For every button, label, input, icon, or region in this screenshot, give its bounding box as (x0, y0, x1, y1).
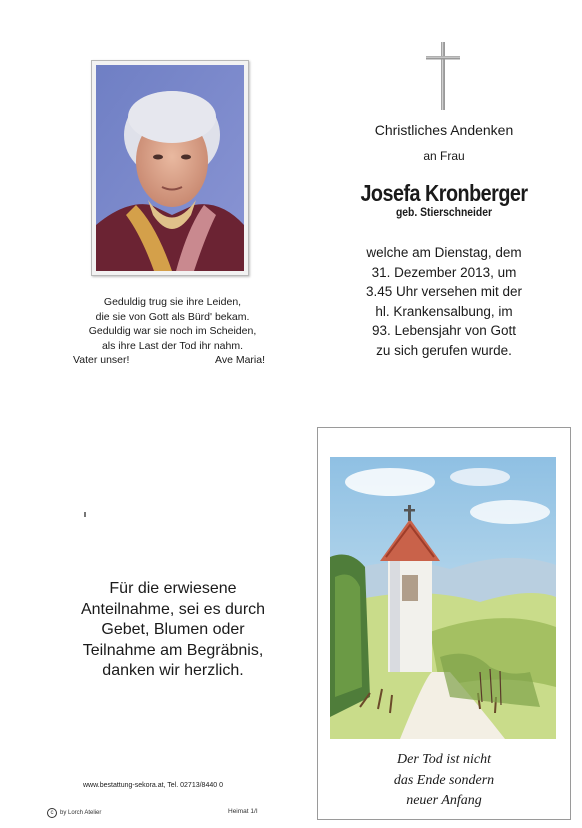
maiden-name: geb. Stierschneider (395, 207, 493, 219)
prayer-ave-maria: Ave Maria! (215, 354, 265, 366)
copyright-icon: c (47, 808, 57, 818)
poem-line: die sie von Gott als Bürd' bekam. (95, 310, 250, 323)
death-line: hl. Krankensalbung, im (375, 303, 513, 319)
heading: Christliches Andenken (374, 122, 514, 138)
deceased-name: Josefa Kronberger (360, 180, 528, 206)
portrait-image (96, 65, 244, 271)
death-line: 93. Lebensjahr von Gott (371, 323, 517, 338)
card-caption (317, 750, 571, 812)
death-line: welche am Dienstag, dem (366, 245, 522, 260)
death-line: zu sich gerufen wurde. (376, 342, 512, 358)
thanks-line: Anteilnahme, sei es durch (80, 600, 266, 618)
copyright-text: by Lorch Atelier (60, 810, 102, 816)
caption-line: Der Tod ist nicht (397, 752, 491, 767)
funeral-home-imprint: www.bestattung-sekora.at, Tel. 02713/8440 0 (83, 782, 223, 789)
watercolor-chapel-painting (330, 457, 556, 739)
salutation: an Frau (423, 149, 465, 163)
poem-line: als ihre Last der Tod ihr nahm. (101, 339, 244, 352)
poem-line: Geduldig trug sie ihre Leiden, (103, 296, 242, 308)
portrait-photo (91, 60, 249, 276)
poem-line: Geduldig war sie noch im Scheiden, (88, 325, 257, 337)
print-speck (84, 512, 86, 517)
poem (60, 295, 285, 353)
prayer-vater-unser: Vater unser! (73, 354, 130, 366)
thanks-text (60, 579, 286, 682)
prayers (73, 354, 265, 366)
caption-line: neuer Anfang (406, 793, 482, 808)
death-notice (330, 243, 558, 360)
thanks-line: Gebet, Blumen oder (101, 621, 245, 638)
cross-icon (426, 42, 460, 110)
thanks-line: danken wir herzlich. (102, 662, 244, 679)
thanks-line: Für die erwiesene (109, 580, 237, 597)
card-series: Heimat 1/I (228, 808, 258, 815)
copyright-note (47, 808, 101, 818)
caption-line: das Ende sondern (393, 772, 495, 788)
death-line: 31. Dezember 2013, um (371, 264, 517, 280)
thanks-line: Teilnahme am Begräbnis, (82, 641, 264, 659)
death-line: 3.45 Uhr versehen mit der (365, 284, 523, 299)
